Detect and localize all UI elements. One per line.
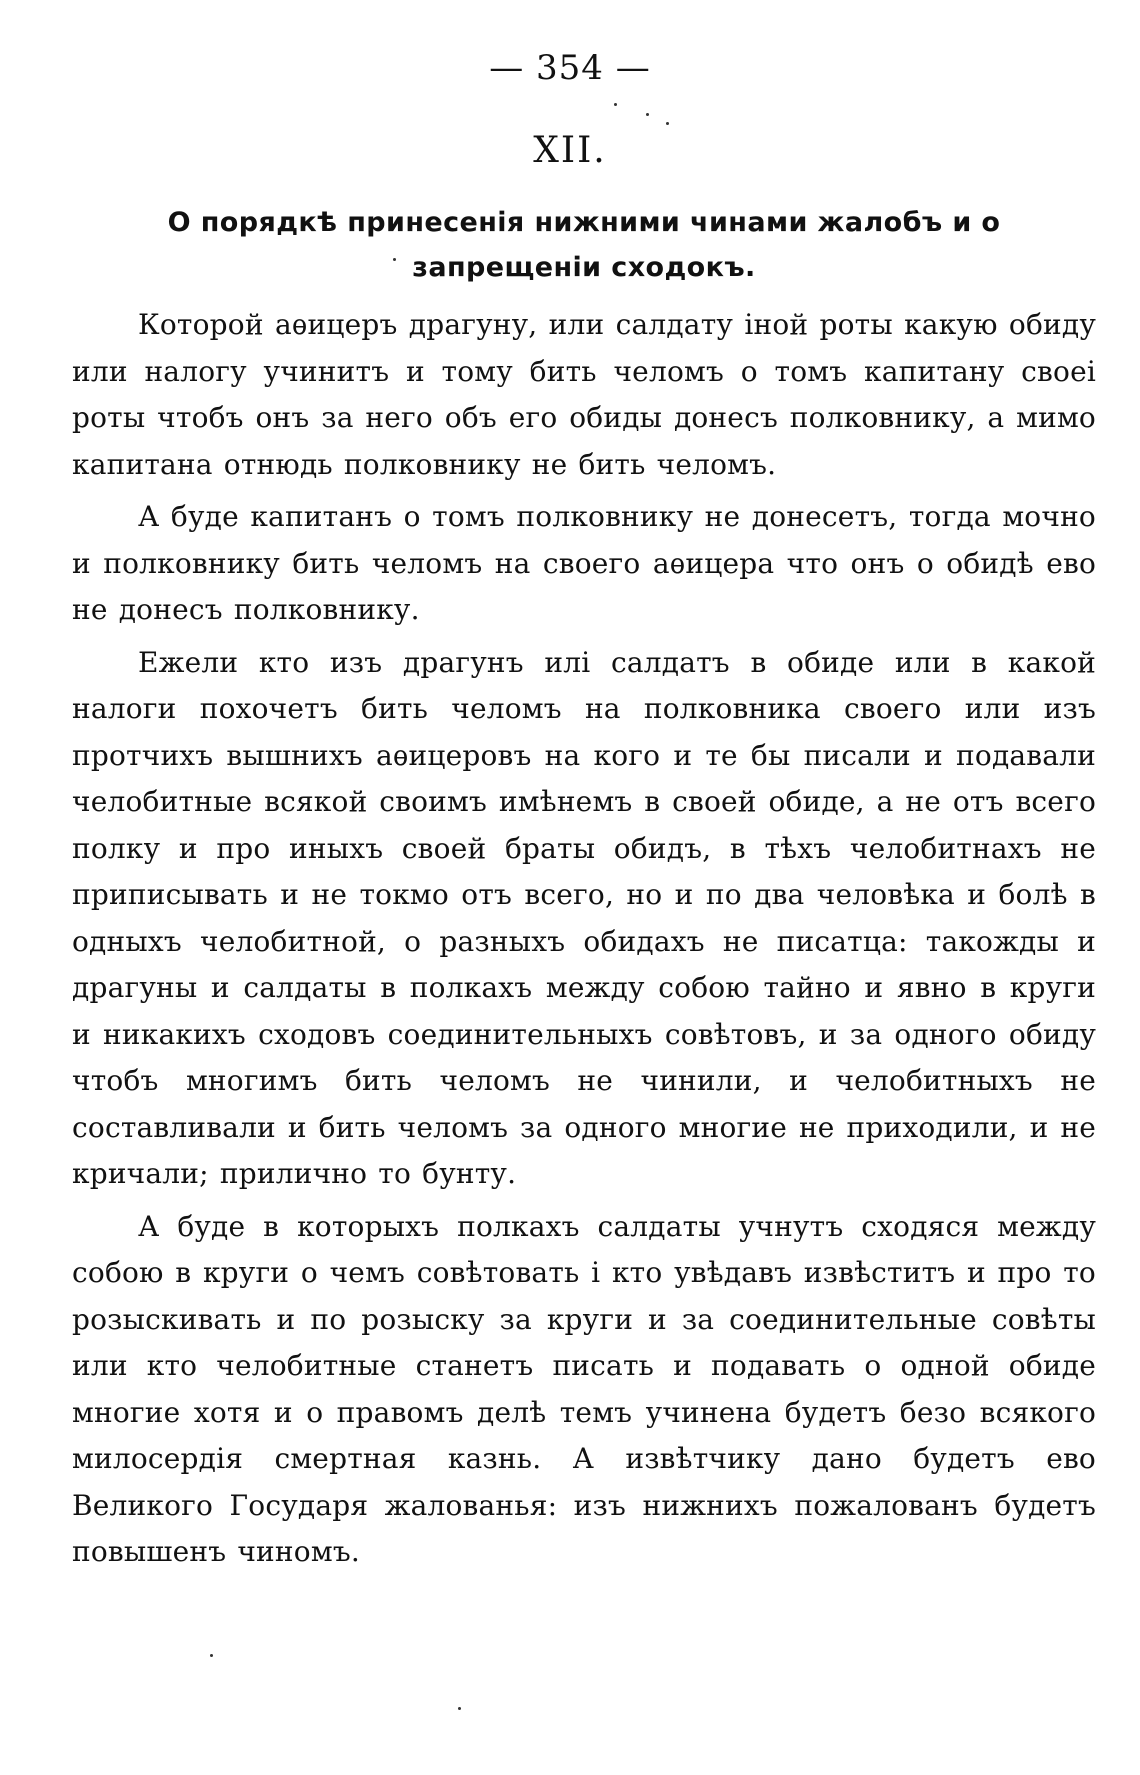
- paragraph-4: А буде в которыхъ полкахъ салдаты учнутъ сходяся между собою в круги о чемъ совѣтовать і кто увѣдавъ извѣститъ и про то розыскивать и по розыску за круги и за соединительные совѣты или кто челобитные станетъ писать и подавать о одной обиде многие хотя и о правомъ делѣ темъ учинена будетъ безо всякого милосердія смертная казнь. А извѣтчику дано будетъ ево Великого Государя жалованья: изъ нижнихъ пожалованъ будетъ повышенъ чиномъ.: [72, 1209, 1096, 1568]
- section-numeral: XII.: [533, 130, 607, 171]
- section-title: О порядкѣ принесенія нижними чинами жалобъ и о запрещеніи сходокъ.: [167, 207, 1001, 283]
- scan-speck: [666, 122, 669, 125]
- paragraph-1: Которой аѳицеръ драгуну, или салдату іной роты какую обиду или налогу учинитъ и тому бить челомъ о томъ капитану своеі роты чтобъ онъ за него объ его обиды донесъ полковнику, а мимо капитана отнюдь полковнику не бить челомъ.: [72, 308, 1096, 481]
- page-number: — 354 —: [489, 48, 651, 88]
- paragraph-3: Ежели кто изъ драгунъ илі салдатъ в обиде или в какой налоги похочетъ бить челомъ на полковника своего или изъ протчихъ вышнихъ аѳицеровъ на кого и те бы писали и подавали челобитные всякой своимъ имѣнемъ в своей обиде, а не отъ всего полку и про иныхъ своей браты обидъ, в тѣхъ челобитнахъ не приписывать и не токмо отъ всего, но и по два человѣка и болѣ в одныхъ челобитной, о разныхъ обидахъ не писатца: такожды и драгуны и салдаты в полкахъ между собою тайно и явно в круги и никакихъ сходовъ соединительныхъ совѣтовъ, и за одного обиду чтобъ многимъ бить челомъ не чинили, и челобитныхъ не составливали и бить челомъ за одного многие не приходили, и не кричали; прилично то бунту.: [72, 645, 1096, 1190]
- scan-speck: [210, 1654, 213, 1657]
- body-text: [72, 302, 1096, 1582]
- scan-speck: [458, 1707, 461, 1710]
- scan-speck: [393, 258, 396, 261]
- scan-speck: [646, 113, 649, 116]
- scan-speck: [614, 103, 617, 106]
- paragraph-2: А буде капитанъ о томъ полковнику не донесетъ, тогда мочно и полковнику бить челомъ на своего аѳицера что онъ о обидѣ ево не донесъ полковнику.: [72, 500, 1096, 626]
